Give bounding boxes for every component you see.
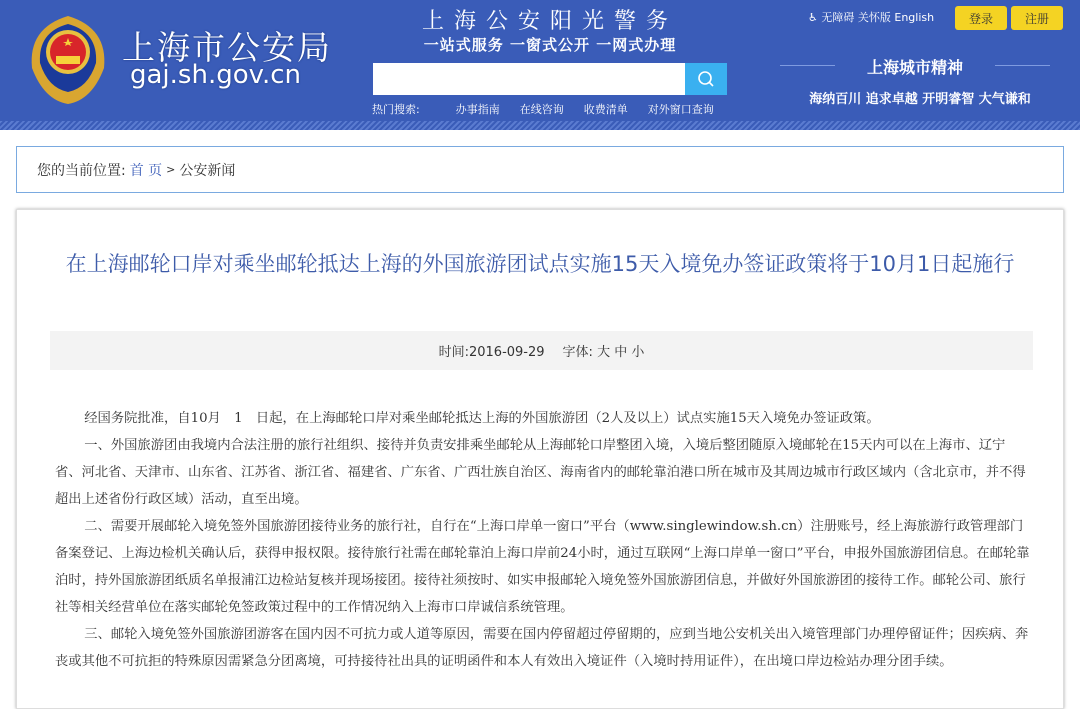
- paragraph: 经国务院批准，自10月 1 日起，在上海邮轮口岸对乘坐邮轮抵达上海的外国旅游团（2人及以上）试点实施15天入境免办签证政策。: [84, 411, 880, 426]
- header-divider: [0, 121, 1080, 130]
- article: [16, 209, 1064, 709]
- breadcrumb-home-link[interactable]: 首 页: [129, 162, 163, 179]
- breadcrumb: [16, 146, 1064, 193]
- top-links: [808, 9, 934, 25]
- search-icon: [697, 70, 715, 88]
- accessibility-link[interactable]: 无障碍: [821, 11, 855, 24]
- english-link[interactable]: English: [894, 11, 935, 24]
- hot-link[interactable]: 办事指南: [455, 103, 500, 116]
- publish-date: 2016-09-29: [468, 345, 545, 360]
- paragraph: 二、需要开展邮轮入境免签外国旅游团接待业务的旅行社，自行在“上海口岸单一窗口”平台（www.singlewindow.sh.cn）注册账号，经上海旅游行政管理部门备案登记、上海边检机关确认后，获得申报权限。接待旅行社需在邮轮靠泊上海口岸前24小时，通过互联网“上海口岸单一窗口”平台，申报外国旅游团信息。在邮轮靠泊时，持外国旅游团纸质名单报浦江边检站复核并现场接团。接待社须按时、如实申报邮轮入境免签外国旅游团信息，并做好外国旅游团的接待工作。邮轮公司、旅行社等相关经营单位在落实邮轮免签政策过程中的工作情况纳入上海市口岸诚信系统管理。: [55, 519, 1030, 615]
- hot-search-label: 热门搜索:: [372, 103, 420, 116]
- article-meta: [50, 331, 1033, 370]
- breadcrumb-separator: >: [166, 163, 176, 176]
- care-version-link[interactable]: 关怀版: [857, 11, 891, 24]
- font-size-label: 字体:: [562, 345, 593, 360]
- hot-link[interactable]: 在线咨询: [519, 103, 564, 116]
- slogan-main: 上海公安阳光警务: [421, 9, 678, 34]
- search-button[interactable]: [685, 63, 727, 95]
- city-spirit: 海纳百川 追求卓越 开明睿智 大气谦和: [809, 92, 1031, 107]
- search-input[interactable]: [373, 63, 685, 95]
- city-spirit-title: 上海城市精神: [780, 55, 1050, 78]
- font-small-button[interactable]: 小: [631, 345, 645, 360]
- login-button[interactable]: 登录: [955, 6, 1007, 30]
- slogan-sub: 一站式服务 一窗式公开 一网式办理: [423, 36, 677, 54]
- site-header: [0, 0, 1080, 130]
- font-large-button[interactable]: 大: [597, 345, 611, 360]
- accessibility-icon: ♿: [808, 11, 818, 24]
- breadcrumb-current[interactable]: 公安新闻: [179, 162, 236, 179]
- hot-search: [372, 101, 714, 117]
- site-name: 上海市公安局: [122, 28, 332, 67]
- register-button[interactable]: 注册: [1011, 6, 1063, 30]
- site-url: gaj.sh.gov.cn: [130, 60, 302, 90]
- paragraph: 三、邮轮入境免签外国旅游团游客在国内因不可抗力或人道等原因，需要在国内停留超过停留期的，应到当地公安机关出入境管理部门办理停留证件；因疾病、奔丧或其他不可抗拒的特殊原因需紧急分团离境，可持接待社出具的证明函件和本人有效出入境证件（入境时持用证件），在出境口岸边检站办理分团手续。: [55, 627, 1029, 669]
- font-medium-button[interactable]: 中: [614, 345, 628, 360]
- police-emblem-logo: [22, 8, 114, 108]
- article-title: 在上海邮轮口岸对乘坐邮轮抵达上海的外国旅游团试点实施15天入境免办签证政策将于10月1日起施行: [65, 252, 1015, 276]
- breadcrumb-label: 您的当前位置:: [37, 162, 126, 179]
- hot-link[interactable]: 对外窗口查询: [647, 103, 714, 116]
- time-label: 时间:: [438, 345, 469, 360]
- hot-link[interactable]: 收费清单: [583, 103, 628, 116]
- paragraph: 一、外国旅游团由我境内合法注册的旅行社组织、接待并负责安排乘坐邮轮从上海邮轮口岸整团入境，入境后整团随原入境邮轮在15天内可以在上海市、辽宁省、河北省、天津市、山东省、江苏省、浙江省、福建省、广东省、广西壮族自治区、海南省内的邮轮靠泊港口所在城市及其周边城市行政区域内（含北京市，并不得超出上述省份行政区域）活动，直至出境。: [55, 438, 1026, 507]
- article-body: [55, 405, 1030, 675]
